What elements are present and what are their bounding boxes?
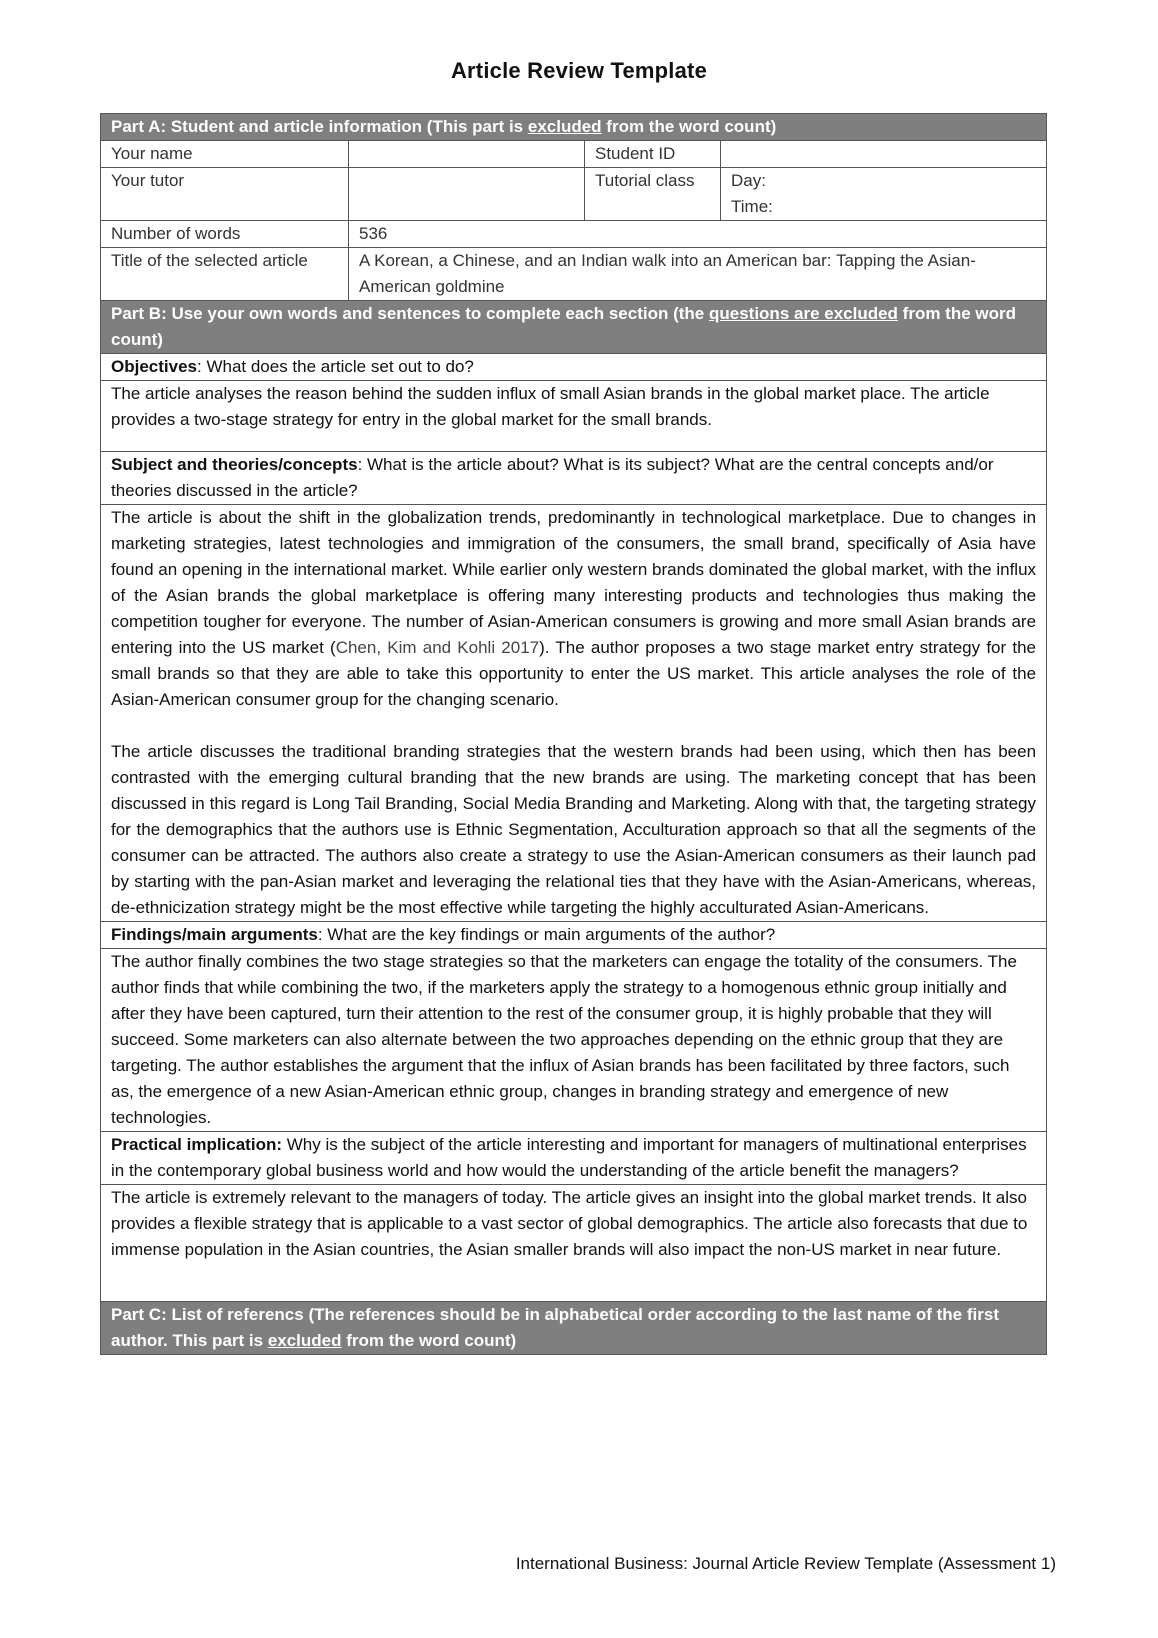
subject-answer-row [101, 505, 1047, 922]
your-tutor-label: Your tutor [101, 168, 349, 221]
practical-question-row [101, 1132, 1047, 1185]
subject-paragraph-2: The article discusses the traditional branding strategies that the western brands had been using, which then has been contrasted with the emerging cultural branding that the new brands are using. The marketing concept that has been discussed in this regard is Long Tail Branding, Social Media Branding and Marketing. Along with that, the targeting strategy for the demographics that the authors use is Ethnic Segmentation, Acculturation approach so that all the segments of the consumer can be attracted. The authors also create a strategy to use the Asian-American consumers as their launch pad by starting with the pan-Asian market and leveraging the relational ties that they have with the Asian-Americans, whereas, de-ethnicization strategy might be the most effective while targeting the highly acculturated Asian-Americans. [111, 742, 1037, 917]
objectives-answer[interactable]: The article analyses the reason behind the sudden influx of small Asian brands in the global market place. The article provides a two-stage strategy for entry in the global market for the small brands. [101, 381, 1047, 452]
your-name-row [101, 141, 1047, 168]
number-of-words-row [101, 221, 1047, 248]
your-tutor-row [101, 168, 1047, 221]
findings-answer-row [101, 949, 1047, 1132]
part-c-header: Part C: List of referencs (The references should be in alphabetical order according to the last name of the first author. This part is excluded from the word count) [101, 1302, 1047, 1355]
number-of-words-label: Number of words [101, 221, 349, 248]
student-id-label: Student ID [585, 141, 721, 168]
subject-paragraph-1: The article is about the shift in the globalization trends, predominantly in technological marketplace. Due to changes in marketing strategies, latest technologies and immigration of the consumers, the small brand, specifically of Asia have found an opening in the international market. While earlier only western brands dominated the global market, with the influx of the Asian brands the global marketplace is offering many interesting products and technologies thus making the competition tougher for everyone. The number of Asian-American consumers is growing and more small Asian brands are entering into the US market (Chen, Kim and Kohli 2017). The author proposes a two stage market entry strategy for the small brands so that they are able to take this opportunity to enter the US market. This article analyses the role of the Asian-American consumer group for the changing scenario. [111, 508, 1037, 709]
review-form-table [100, 113, 1047, 1355]
citation: Chen, Kim and Kohli 2017 [335, 638, 540, 657]
tutorial-class-label: Tutorial class [585, 168, 721, 221]
page-footer: International Business: Journal Article Review Template (Assessment 1) [515, 1554, 1056, 1573]
time-label: Time: [731, 197, 773, 216]
part-a-header: Part A: Student and article information (This part is excluded from the word count) [101, 114, 1047, 141]
findings-question: Findings/main arguments: What are the key findings or main arguments of the author? [101, 922, 1047, 949]
practical-answer[interactable]: The article is extremely relevant to the managers of today. The article gives an insight into the global market trends. It also provides a flexible strategy that is applicable to a vast sector of global demographics. The article also forecasts that due to immense population in the Asian countries, the Asian smaller brands will also impact the non-US market in near future. [101, 1185, 1047, 1302]
number-of-words-value[interactable]: 536 [349, 221, 1047, 248]
part-c-header-row [101, 1302, 1047, 1355]
article-title-label: Title of the selected article [101, 248, 349, 301]
part-a-header-row [101, 114, 1047, 141]
objectives-question-row [101, 354, 1047, 381]
subject-question: Subject and theories/concepts: What is the article about? What is its subject? What are the central concepts and/or theories discussed in the article? [101, 452, 1047, 505]
page-title: Article Review Template [450, 58, 708, 83]
subject-question-row [101, 452, 1047, 505]
subject-answer[interactable] [101, 505, 1047, 922]
your-name-label: Your name [101, 141, 349, 168]
practical-answer-row [101, 1185, 1047, 1302]
findings-answer[interactable]: The author finally combines the two stage strategies so that the marketers can engage the totality of the consumers. The author finds that while combining the two, if the marketers apply the strategy to a homogenous ethnic group initially and after they have been captured, turn their attention to the rest of the consumer group, it is highly probable that they will succeed. Some marketers can also alternate between the two approaches depending on the ethnic group that they are targeting. The author establishes the argument that the influx of Asian brands has been facilitated by three factors, such as, the emergence of a new Asian-American ethnic group, changes in branding strategy and emergence of new technologies. [101, 949, 1047, 1132]
objectives-question: Objectives: What does the article set out to do? [101, 354, 1047, 381]
article-title-row [101, 248, 1047, 301]
tutorial-class-field[interactable] [721, 168, 1047, 221]
your-tutor-field[interactable] [349, 168, 585, 221]
article-title-value[interactable]: A Korean, a Chinese, and an Indian walk into an American bar: Tapping the Asian-American goldmine [349, 248, 1047, 301]
objectives-answer-row [101, 381, 1047, 452]
part-b-header: Part B: Use your own words and sentences to complete each section (the questions are excluded from the word count) [101, 301, 1047, 354]
day-label: Day: [731, 171, 766, 190]
practical-question: Practical implication: Why is the subject of the article interesting and important for managers of multinational enterprises in the contemporary global business world and how would the understanding of the article benefit the managers? [101, 1132, 1047, 1185]
part-b-header-row [101, 301, 1047, 354]
your-name-field[interactable] [349, 141, 585, 168]
student-id-field[interactable] [721, 141, 1047, 168]
findings-question-row [101, 922, 1047, 949]
